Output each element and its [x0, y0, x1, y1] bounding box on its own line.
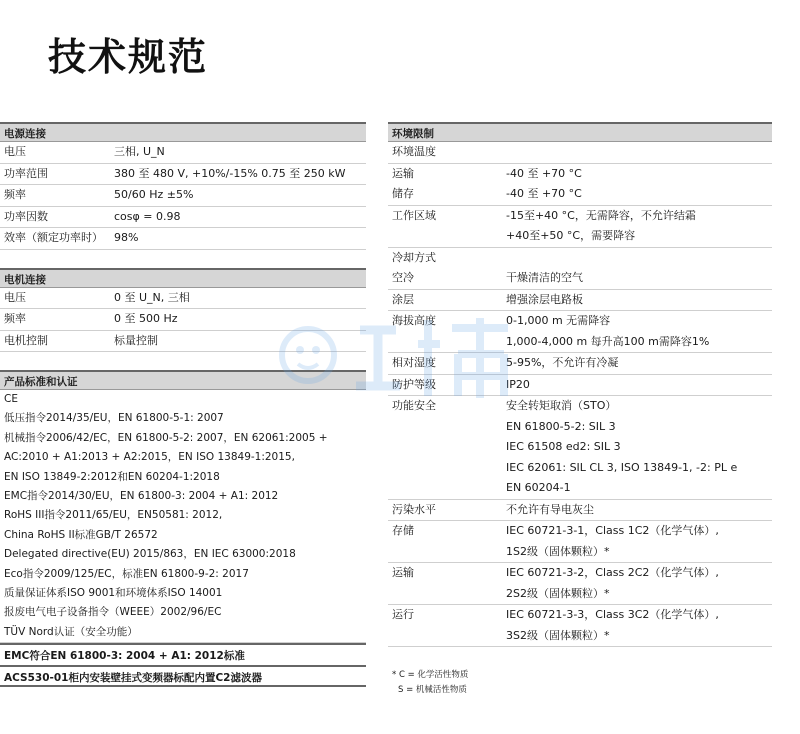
spec-row [0, 331, 366, 353]
spec-label-line [392, 584, 506, 605]
standard-item: 机械指令2006/42/EC，EN 61800-5-2: 2007，EN 62061:2005 + [4, 431, 328, 444]
spec-row [388, 375, 772, 397]
standard-item: China RoHS II标准GB/T 26572 [4, 528, 158, 541]
motor-connection-table [0, 288, 366, 353]
standards-header: 产品标准和认证 [0, 370, 366, 390]
spec-row [388, 396, 772, 500]
spec-value-line: IEC 61508 ed2: SIL 3 [506, 440, 621, 453]
spec-label-line [392, 626, 506, 647]
spec-value [506, 396, 772, 499]
spec-value [506, 248, 772, 289]
spec-value-line [506, 142, 772, 163]
spec-label-line: 相对湿度 [392, 356, 436, 369]
footnotes [392, 668, 468, 698]
spec-value-line: 1S2级（固体颗粒）* [506, 544, 610, 558]
spec-label-line [392, 437, 506, 458]
spec-row [388, 206, 772, 248]
power-connection-table [0, 142, 366, 250]
spec-value [114, 309, 366, 330]
spec-label-line: 效率（额定功率时） [4, 231, 103, 244]
spec-label-line: 空冷 [392, 271, 414, 284]
spec-row [0, 185, 366, 207]
spec-label [388, 248, 506, 289]
spec-value-line: IP20 [506, 377, 530, 391]
right-column [388, 122, 772, 647]
spec-label [0, 309, 114, 330]
spec-row [388, 521, 772, 563]
spec-row [0, 288, 366, 310]
spec-value [114, 331, 366, 352]
spec-label-line [392, 542, 506, 563]
spec-value [114, 142, 366, 163]
spec-label-line [392, 417, 506, 438]
spec-label [0, 288, 114, 309]
spec-value-line: 增强涂层电路板 [506, 292, 583, 306]
spec-value-line: 3S2级（固体颗粒）* [506, 628, 610, 642]
spec-row [388, 290, 772, 312]
spec-value-line: 不允许有导电灰尘 [506, 502, 594, 516]
spec-value-line: IEC 60721-3-1，Class 1C2（化学气体）, [506, 524, 719, 537]
standard-item: 报废电气电子设备指令（WEEE）2002/96/EC [4, 606, 222, 619]
environment-table [388, 142, 772, 647]
acs530-filter-note: ACS530-01柜内安装壁挂式变频器标配内置C2滤波器 [0, 665, 366, 687]
spec-row [388, 248, 772, 290]
page-title: 技术规范 [48, 35, 209, 79]
spec-value-line: 安全转矩取消（STO） [506, 399, 617, 412]
spec-value [114, 207, 366, 228]
spec-value [114, 288, 366, 309]
spec-label-line: 运行 [392, 608, 414, 621]
spec-value [506, 500, 772, 521]
spec-value-line: -40 至 +70 °C [506, 166, 582, 180]
spec-value-line: 标量控制 [114, 333, 158, 347]
spec-label [388, 521, 506, 562]
spec-value [506, 605, 772, 646]
spec-label-line: 储存 [392, 187, 414, 200]
standard-item: EMC指令2014/30/EU，EN 61800-3: 2004 + A1: 2012 [4, 489, 279, 502]
standard-item: 质量保证体系ISO 9001和环境体系ISO 14001 [4, 586, 223, 599]
spec-label [388, 605, 506, 646]
spec-value-line: cosφ = 0.98 [114, 209, 181, 223]
spec-label-line: 工作区域 [392, 208, 436, 222]
spec-label-line: 防护等级 [392, 377, 436, 391]
spec-label [0, 228, 114, 249]
spec-row [388, 142, 772, 164]
spec-label-line: 海拔高度 [392, 314, 436, 327]
spec-row [0, 207, 366, 229]
spec-label-line: 频率 [4, 188, 26, 201]
spec-value-line: 干燥清洁的空气 [506, 271, 583, 284]
spec-value [506, 290, 772, 311]
spec-value-line: IEC 60721-3-2，Class 2C2（化学气体）, [506, 566, 719, 579]
spec-value-line: 0-1,000 m 无需降容 [506, 314, 611, 327]
spec-label [388, 563, 506, 604]
spec-value-line [506, 248, 772, 269]
spec-value [114, 164, 366, 185]
standard-item: 低压指令2014/35/EU，EN 61800-5-1: 2007 [4, 412, 224, 425]
spec-label [388, 500, 506, 521]
spec-value-line: IEC 60721-3-3，Class 3C2（化学气体）, [506, 608, 719, 621]
spec-row [0, 228, 366, 250]
spec-value-line: +40至+50 °C，需要降容 [506, 229, 636, 242]
spec-row [388, 353, 772, 375]
spec-value-line: 5-95%，不允许有冷凝 [506, 356, 619, 369]
standard-item: TÜV Nord认证（安全功能） [4, 625, 138, 638]
standard-item: Delegated directive(EU) 2015/863，EN IEC 63000:2018 [4, 548, 296, 561]
spec-value-line: 50/60 Hz ±5% [114, 188, 194, 201]
spec-label-line: 电压 [4, 145, 26, 158]
spec-value-line: 0 至 U_N, 三相 [114, 290, 190, 304]
spec-label-line: 环境温度 [392, 145, 436, 158]
spec-value [506, 521, 772, 562]
motor-connection-header: 电机连接 [0, 268, 366, 288]
spec-value-line: 三相, U_N [114, 145, 165, 158]
spec-label-line: 功能安全 [392, 399, 436, 412]
power-connection-header: 电源连接 [0, 122, 366, 142]
spec-label [388, 311, 506, 352]
standard-item: EN ISO 13849-2:2012和EN 60204-1:2018 [4, 470, 220, 483]
standard-item: CE [4, 393, 18, 405]
spec-value [506, 311, 772, 352]
environment-header: 环境限制 [388, 122, 772, 142]
spec-value [506, 142, 772, 163]
spec-label [388, 396, 506, 499]
spec-value [506, 375, 772, 396]
spec-label-line: 频率 [4, 312, 26, 325]
spec-value-line: EN 60204-1 [506, 481, 571, 494]
spec-value-line: 1,000-4,000 m 每升高100 m需降容1% [506, 334, 710, 348]
spec-label-line: 运输 [392, 566, 414, 579]
spec-label-line: 存储 [392, 524, 414, 537]
spec-row [0, 164, 366, 186]
standard-item: Eco指令2009/125/EC，标准EN 61800-9-2: 2017 [4, 567, 249, 580]
spec-label-line: 冷却方式 [392, 250, 436, 264]
spec-value-line: EN 61800-5-2: SIL 3 [506, 419, 616, 433]
spec-label [0, 142, 114, 163]
spec-label [0, 164, 114, 185]
left-column [0, 122, 366, 687]
spec-label [388, 353, 506, 374]
standard-item: AC:2010 + A1:2013 + A2:2015，EN ISO 13849-1:2015, [4, 451, 295, 464]
spec-value [506, 353, 772, 374]
standards-list [0, 390, 366, 643]
spec-row [0, 142, 366, 164]
spec-row [388, 164, 772, 206]
spec-row [388, 563, 772, 605]
spec-value [506, 563, 772, 604]
spec-label [388, 290, 506, 311]
spec-row [388, 500, 772, 522]
spec-value-line: 380 至 480 V, +10%/-15% 0.75 至 250 kW [114, 166, 346, 180]
spec-value [506, 164, 772, 205]
standard-item: RoHS III指令2011/65/EU，EN50581: 2012, [4, 509, 223, 522]
spec-label-line: 电压 [4, 290, 26, 304]
spec-value-line: 98% [114, 231, 139, 244]
spec-value-line: 2S2级（固体颗粒）* [506, 586, 610, 600]
spec-label-line: 运输 [392, 166, 414, 180]
spec-label-line: 电机控制 [4, 333, 48, 347]
spec-value [114, 185, 366, 206]
spec-label-line [392, 478, 506, 499]
footnote-c: * C = 化学活性物质 [392, 670, 469, 680]
spec-label-line [392, 458, 506, 479]
spec-label [388, 375, 506, 396]
spec-label-line: 涂层 [392, 292, 414, 306]
spec-row [388, 311, 772, 353]
spec-value [506, 206, 772, 247]
spec-value-line: -15至+40 °C，无需降容，不允许结霜 [506, 208, 696, 222]
spec-label [0, 331, 114, 352]
spec-label-line: 功率范围 [4, 166, 48, 180]
spec-label-line [392, 226, 506, 247]
spec-label [0, 207, 114, 228]
spec-label-line [392, 332, 506, 353]
spec-label [388, 142, 506, 163]
spec-label [388, 206, 506, 247]
spec-value [114, 228, 366, 249]
spec-row [0, 309, 366, 331]
spec-label [388, 164, 506, 205]
spec-label-line: 污染水平 [392, 502, 436, 516]
spec-value-line: -40 至 +70 °C [506, 187, 582, 200]
spec-label [0, 185, 114, 206]
spec-row [388, 605, 772, 647]
footnote-s: S = 机械活性物质 [398, 685, 467, 695]
spec-value-line: IEC 62061: SIL CL 3, ISO 13849-1, -2: PL e [506, 460, 738, 474]
spec-value-line: 0 至 500 Hz [114, 312, 178, 325]
emc-compliance-note: EMC符合EN 61800-3: 2004 + A1: 2012标准 [0, 643, 366, 665]
spec-label-line: 功率因数 [4, 209, 48, 223]
